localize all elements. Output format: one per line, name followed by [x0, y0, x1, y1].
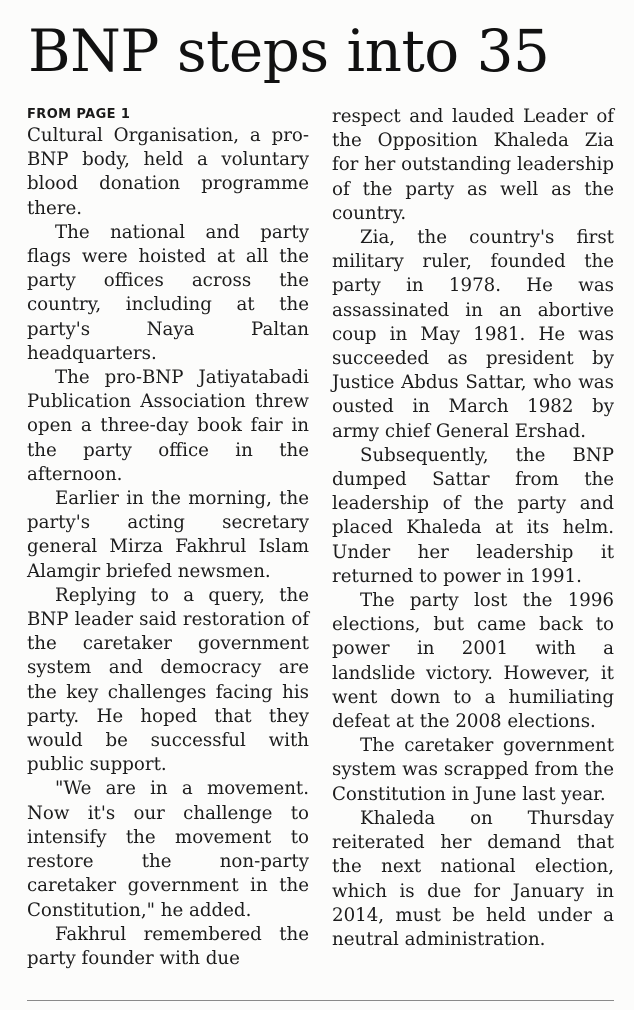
bottom-rule [27, 1000, 614, 1001]
paragraph: The pro-BNP Jatiyatabadi Publication Association threw open a three-day book fair in the party office in the afternoon. [27, 367, 309, 485]
paragraph: The national and party flags were hoisted at all the party offices across the country, including at the party's Naya Paltan headquarters. [27, 221, 309, 364]
paragraph: respect and lauded Leader of the Opposition Khaleda Zia for her outstanding leadership of the party as well as the country. [332, 106, 614, 224]
paragraph: The party lost the 1996 elections, but came back to power in 2001 with a landslide victory. However, it went down to a humiliating defeat at the 2008 elections. [332, 590, 614, 733]
paragraph: Subsequently, the BNP dumped Sattar from the leadership of the party and placed Khaleda at its helm. Under her leadership it returned to power in 1991. [332, 444, 614, 587]
paragraph: Replying to a query, the BNP leader said restoration of the caretaker government system and democracy are the key challenges facing his party. He hoped that they would be successful with public support. [27, 584, 309, 776]
article-column-left [27, 106, 309, 971]
paragraph: "We are in a movement. Now it's our challenge to intensify the movement to restore the non-party caretaker government in the Constitution," he added. [27, 778, 309, 921]
paragraph: The caretaker government system was scrapped from the Constitution in June last year. [332, 735, 614, 805]
article-column-right [332, 105, 614, 952]
paragraph: Zia, the country's first military ruler, founded the party in 1978. He was assassinated in an abortive coup in May 1981. He was succeeded as president by Justice Abdus Sattar, who was ousted in March 1982 by army chief General Ershad. [332, 227, 614, 442]
paragraph: Earlier in the morning, the party's acting secretary general Mirza Fakhrul Islam Alamgir briefed newsmen. [27, 488, 309, 582]
continuation-kicker: FROM PAGE 1 [27, 107, 131, 122]
paragraph: Cultural Organisation, a pro-BNP body, held a voluntary blood donation programme there. [27, 125, 309, 219]
headline: BNP steps into 35 [28, 17, 550, 85]
paragraph: Fakhrul remembered the party founder with due [27, 923, 309, 969]
paragraph: Khaleda on Thursday reiterated her demand that the next national election, which is due for January in 2014, must be held under a neutral administration. [332, 807, 614, 950]
